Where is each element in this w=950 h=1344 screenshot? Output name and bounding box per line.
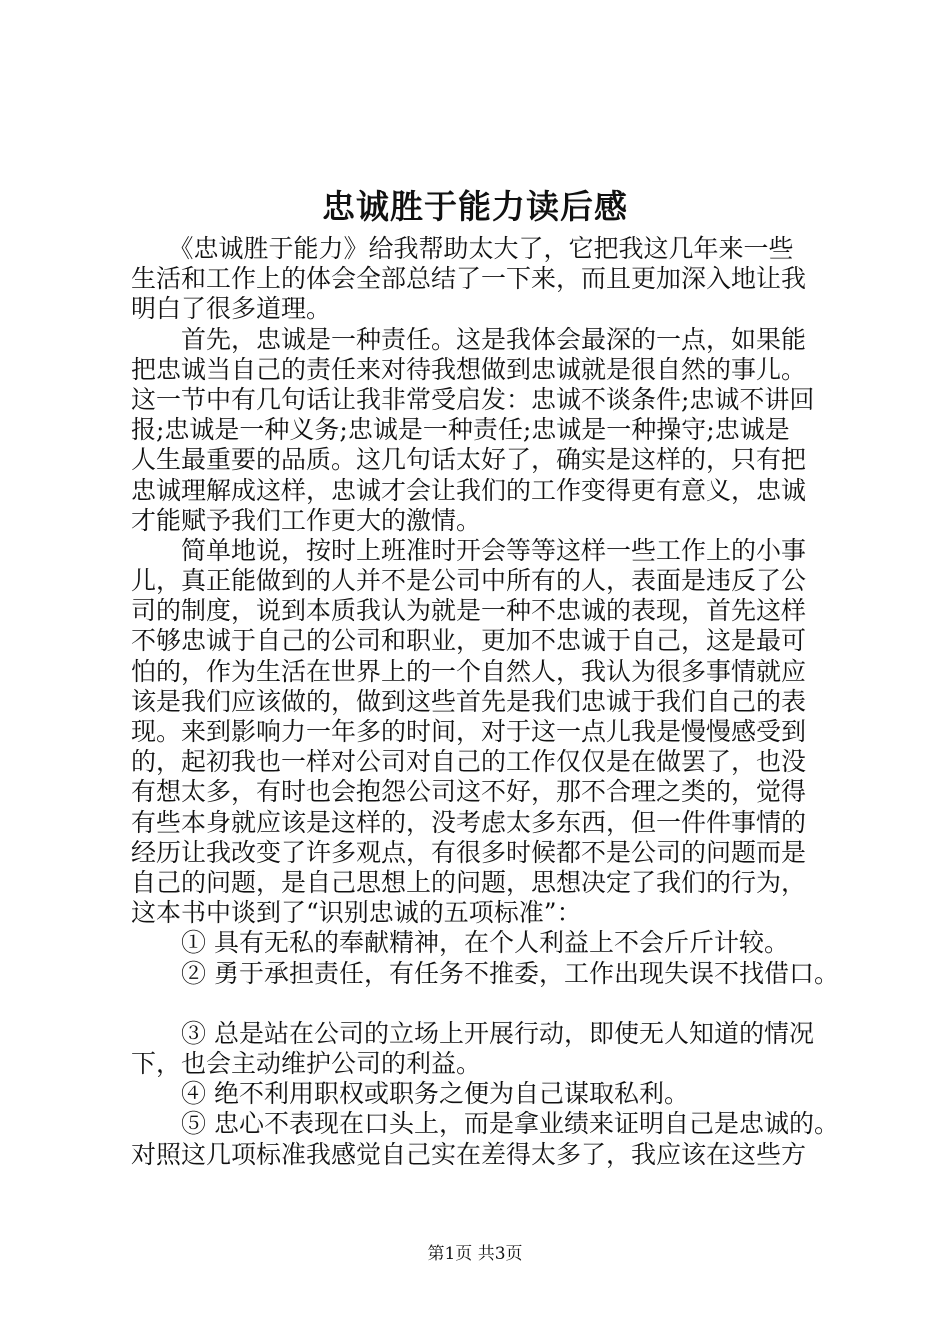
text-line: 这一节中有几句话让我非常受启发：忠诚不谈条件;忠诚不讲回 [131, 384, 815, 414]
text-line: 下，也会主动维护公司的利益。 [131, 1049, 482, 1079]
text-line: 的，起初我也一样对公司对自己的工作仅仅是在做罢了，也没 [131, 747, 807, 777]
text-line: 司的制度，说到本质我认为就是一种不忠诚的表现，首先这样 [131, 596, 807, 626]
page-footer: 第1页 共3页 [427, 1244, 523, 1264]
text-line: 有些本身就应该是这样的，没考虑太多东西，但一件件事情的 [131, 807, 807, 837]
text-line: 把忠诚当自己的责任来对待我想做到忠诚就是很自然的事儿。 [131, 354, 807, 384]
text-line: 不够忠诚于自己的公司和职业，更加不忠诚于自己，这是最可 [131, 626, 807, 656]
blank-line [131, 989, 831, 1019]
text-line: 这本书中谈到了“识别忠诚的五项标准”： [131, 898, 582, 928]
text-line: 才能赋予我们工作更大的激情。 [131, 505, 482, 535]
text-line: 该是我们应该做的，做到这些首先是我们忠诚于我们自己的表 [131, 686, 807, 716]
text-line: ① 具有无私的奉献精神，在个人利益上不会斤斤计较。 [131, 928, 789, 958]
text-line: 经历让我改变了许多观点，有很多时候都不是公司的问题而是 [131, 837, 807, 867]
text-line: 明白了很多道理。 [131, 294, 332, 324]
text-line: 人生最重要的品质。这几句话太好了，确实是这样的，只有把 [131, 445, 807, 475]
text-line: 有想太多，有时也会抱怨公司这不好，那不合理之类的，觉得 [131, 777, 807, 807]
document-body [131, 234, 839, 1170]
document-title: 忠诚胜于能力读后感 [322, 187, 628, 226]
text-line: ⑤ 忠心不表现在口头上，而是拿业绩来证明自己是忠诚的。 [131, 1109, 839, 1139]
text-line: 自己的问题，是自己思想上的问题，思想决定了我们的行为， [131, 867, 807, 897]
text-line: 首先，忠诚是一种责任。这是我体会最深的一点，如果能 [131, 324, 807, 354]
text-line: 对照这几项标准我感觉自己实在差得太多了，我应该在这些方 [131, 1139, 807, 1169]
text-line: ② 勇于承担责任，有任务不推委，工作出现失误不找借口。 [131, 958, 839, 988]
text-line: ③ 总是站在公司的立场上开展行动，即使无人知道的情况 [131, 1018, 814, 1048]
text-line: 简单地说，按时上班准时开会等等这样一些工作上的小事 [131, 535, 807, 565]
text-line: 儿，真正能做到的人并不是公司中所有的人，表面是违反了公 [131, 566, 807, 596]
text-line: 忠诚理解成这样，忠诚才会让我们的工作变得更有意义，忠诚 [131, 475, 807, 505]
text-line: ④ 绝不利用职权或职务之便为自己谋取私利。 [131, 1079, 689, 1109]
text-line: 怕的，作为生活在世界上的一个自然人，我认为很多事情就应 [131, 656, 807, 686]
text-line: 报;忠诚是一种义务;忠诚是一种责任;忠诚是一种操守;忠诚是 [131, 415, 790, 445]
text-line: 《忠诚胜于能力》给我帮助太大了，它把我这几年来一些 [131, 234, 794, 263]
text-line: 现。来到影响力一年多的时间，对于这一点儿我是慢慢感受到 [131, 717, 807, 746]
text-line: 生活和工作上的体会全部总结了一下来，而且更加深入地让我 [131, 264, 807, 294]
